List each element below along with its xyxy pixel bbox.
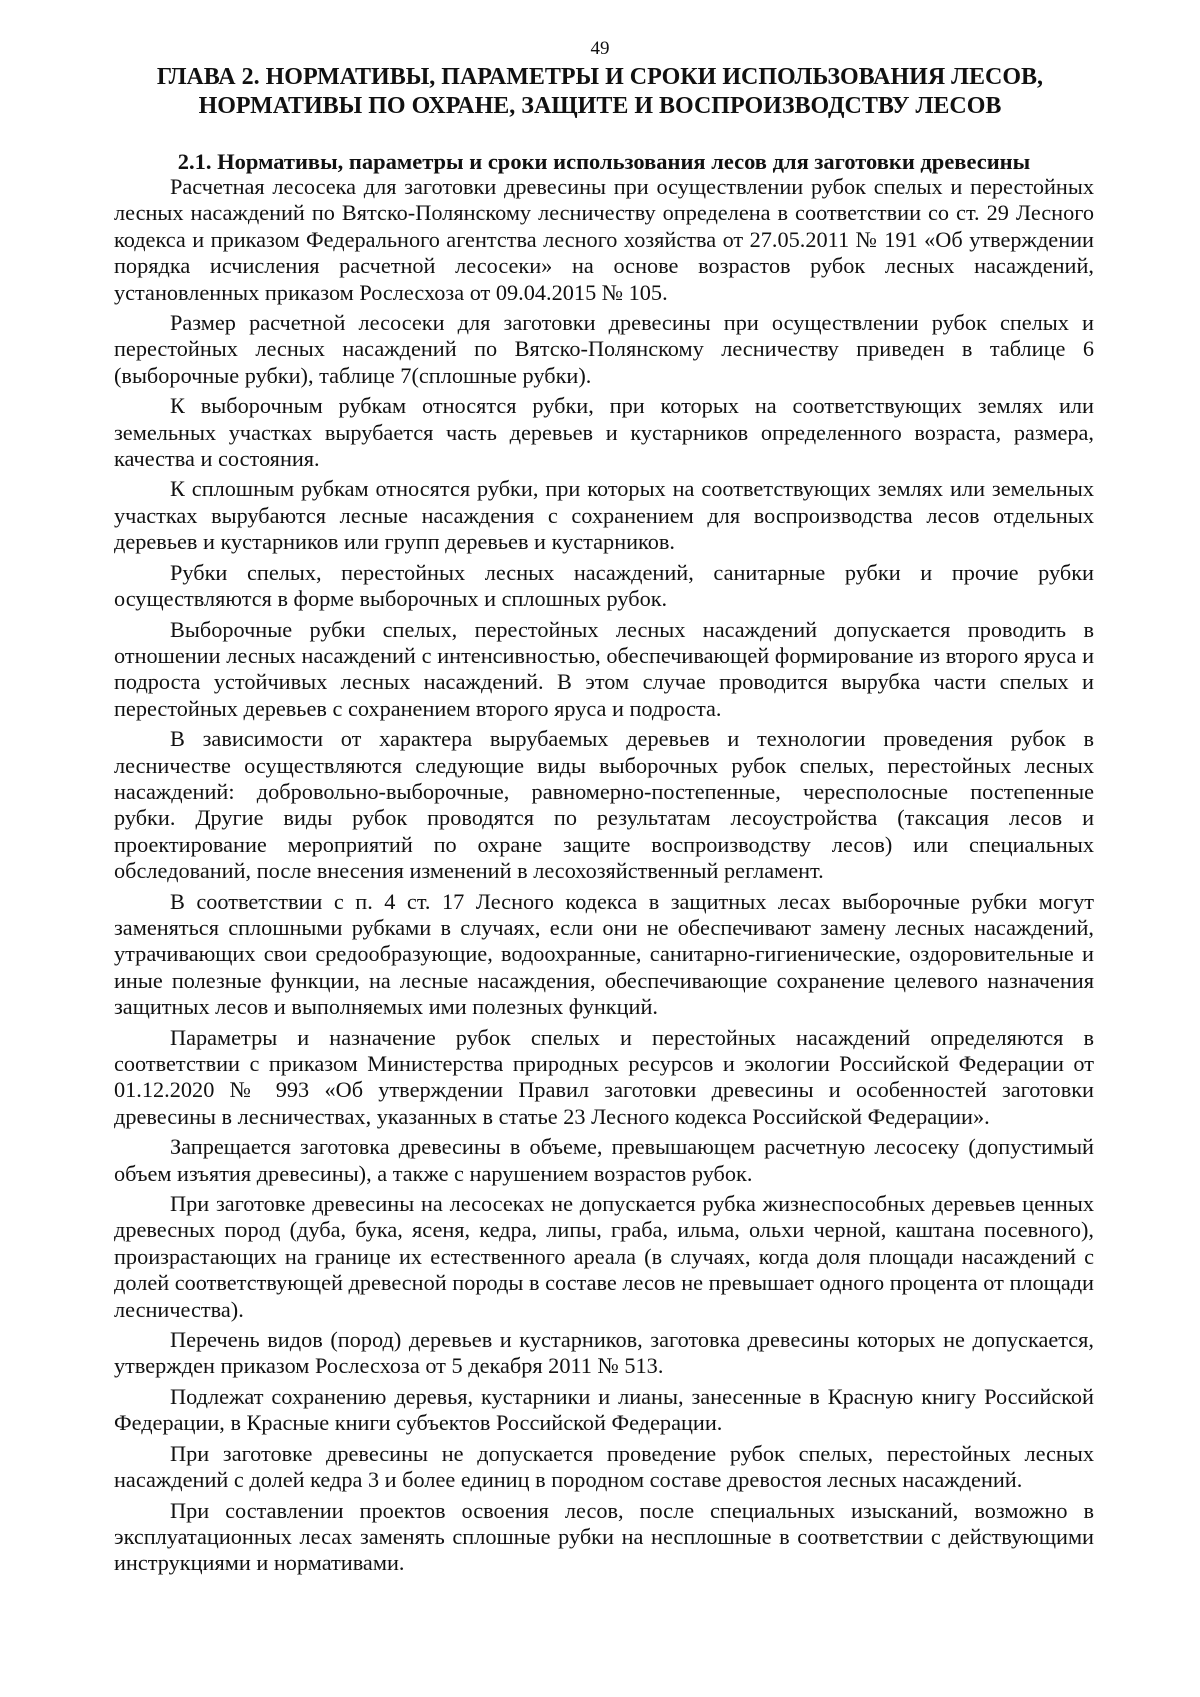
chapter-title-line-1: ГЛАВА 2. НОРМАТИВЫ, ПАРАМЕТРЫ И СРОКИ ИСПОЛЬЗОВАНИЯ ЛЕСОВ, [156, 64, 1044, 90]
paragraph-4: К сплошным рубкам относятся рубки, при которых на соответствующих землях или земельных участках вырубаются лесные насаждения с сохранением для воспроизводства лесов отдельных деревьев и кустарников или групп деревьев и кустарников. [114, 476, 1094, 555]
section-title: 2.1. Нормативы, параметры и сроки использования лесов для заготовки древесины [177, 149, 1031, 174]
paragraph-1: Расчетная лесосека для заготовки древесины при осуществлении рубок спелых и перестойных лесных насаждений по Вятско-Полянскому лесничеству определена в соответствии со ст. 29 Лесного кодекса и приказом Федерального агентства лесного хозяйства от 27.05.2011 № 191 «Об утверждении порядка исчисления расчетной лесосеки» на основе возрастов рубок лесных насаждений, установленных приказом Рослесхоза от 09.04.2015 № 105. [114, 174, 1094, 305]
paragraph-10: Запрещается заготовка древесины в объеме, превышающем расчетную лесосеку (допустимый объем изъятия древесины), а также с нарушением возрастов рубок. [114, 1134, 1094, 1186]
page-number: 49 [590, 38, 610, 59]
paragraph-7: В зависимости от характера вырубаемых деревьев и технологии проведения рубок в лесничестве осуществляются следующие виды выборочных рубок спелых, перестойных лесных насаждений: добровольно-выборочные, равномерно-постепенные, чересполосные постепенные рубки. Другие виды рубок проводятся по результатам лесоустройства (таксация лесов и проектирование мероприятий по охране защите воспроизводству лесов) или специальных обследований, после внесения изменений в лесохозяйственный регламент. [114, 726, 1094, 884]
paragraph-6: Выборочные рубки спелых, перестойных лесных насаждений допускается проводить в отношении лесных насаждений с интенсивностью, обеспечивающей формирование из второго яруса и подроста устойчивых лесных насаждений. В этом случае проводится вырубка части спелых и перестойных деревьев с сохранением второго яруса и подроста. [114, 616, 1094, 721]
paragraph-14: При заготовке древесины не допускается проведение рубок спелых, перестойных лесных насаждений с долей кедра 3 и более единиц в породном составе древостоя лесных насаждений. [114, 1440, 1094, 1493]
paragraph-15: При составлении проектов освоения лесов, после специальных изысканий, возможно в эксплуатационных лесах заменять сплошные рубки на несплошные в соответствии с действующими инструкциями и нормативами. [114, 1497, 1094, 1576]
body-text [114, 174, 1094, 1581]
paragraph-12: Перечень видов (пород) деревьев и кустарников, заготовка древесины которых не допускается, утвержден приказом Рослесхоза от 5 декабря 2011 № 513. [114, 1327, 1094, 1379]
paragraph-2: Размер расчетной лесосеки для заготовки древесины при осуществлении рубок спелых и перестойных лесных насаждений по Вятско-Полянскому лесничеству приведен в таблице 6 (выборочные рубки), таблице 7(сплошные рубки). [114, 310, 1094, 388]
paragraph-5: Рубки спелых, перестойных лесных насаждений, санитарные рубки и прочие рубки осуществляются в форме выборочных и сплошных рубок. [114, 559, 1094, 612]
paragraph-13: Подлежат сохранению деревья, кустарники и лианы, занесенные в Красную книгу Российской Федерации, в Красные книги субъектов Российской Федерации. [114, 1383, 1094, 1436]
paragraph-11: При заготовке древесины на лесосеках не допускается рубка жизнеспособных деревьев ценных древесных пород (дуба, бука, ясеня, кедра, липы, граба, ильма, ольхи черной, каштана посевного), произрастающих на границе их естественного ареала (в случаях, когда доля площади насаждений с долей соответствующей древесной породы в составе лесов не превышает одного процента от площади лесничества). [114, 1191, 1094, 1322]
paragraph-8: В соответствии с п. 4 ст. 17 Лесного кодекса в защитных лесах выборочные рубки могут заменяться сплошными рубками в случаях, если они не обеспечивают замену лесных насаждений, утрачивающих свои средообразующие, водоохранные, санитарно-гигиенические, оздоровительные и иные полезные функции, на лесные насаждения, обеспечивающие сохранение целевого назначения защитных лесов и выполняемых ими полезных функций. [114, 888, 1094, 1020]
chapter-title [100, 63, 1100, 121]
paragraph-9: Параметры и назначение рубок спелых и перестойных насаждений определяются в соответствии с приказом Министерства природных ресурсов и экологии Российской Федерации от 01.12.2020 № 993 «Об утверждении Правил заготовки древесины и особенностей заготовки древесины в лесничествах, указанных в статье 23 Лесного кодекса Российской Федерации». [114, 1024, 1094, 1129]
chapter-title-line-2: НОРМАТИВЫ ПО ОХРАНЕ, ЗАЩИТЕ И ВОСПРОИЗВОДСТВУ ЛЕСОВ [198, 93, 1002, 119]
paragraph-3: К выборочным рубкам относятся рубки, при которых на соответствующих землях или земельных участках вырубается часть деревьев и кустарников определенного возраста, размера, качества и состояния. [114, 393, 1094, 472]
